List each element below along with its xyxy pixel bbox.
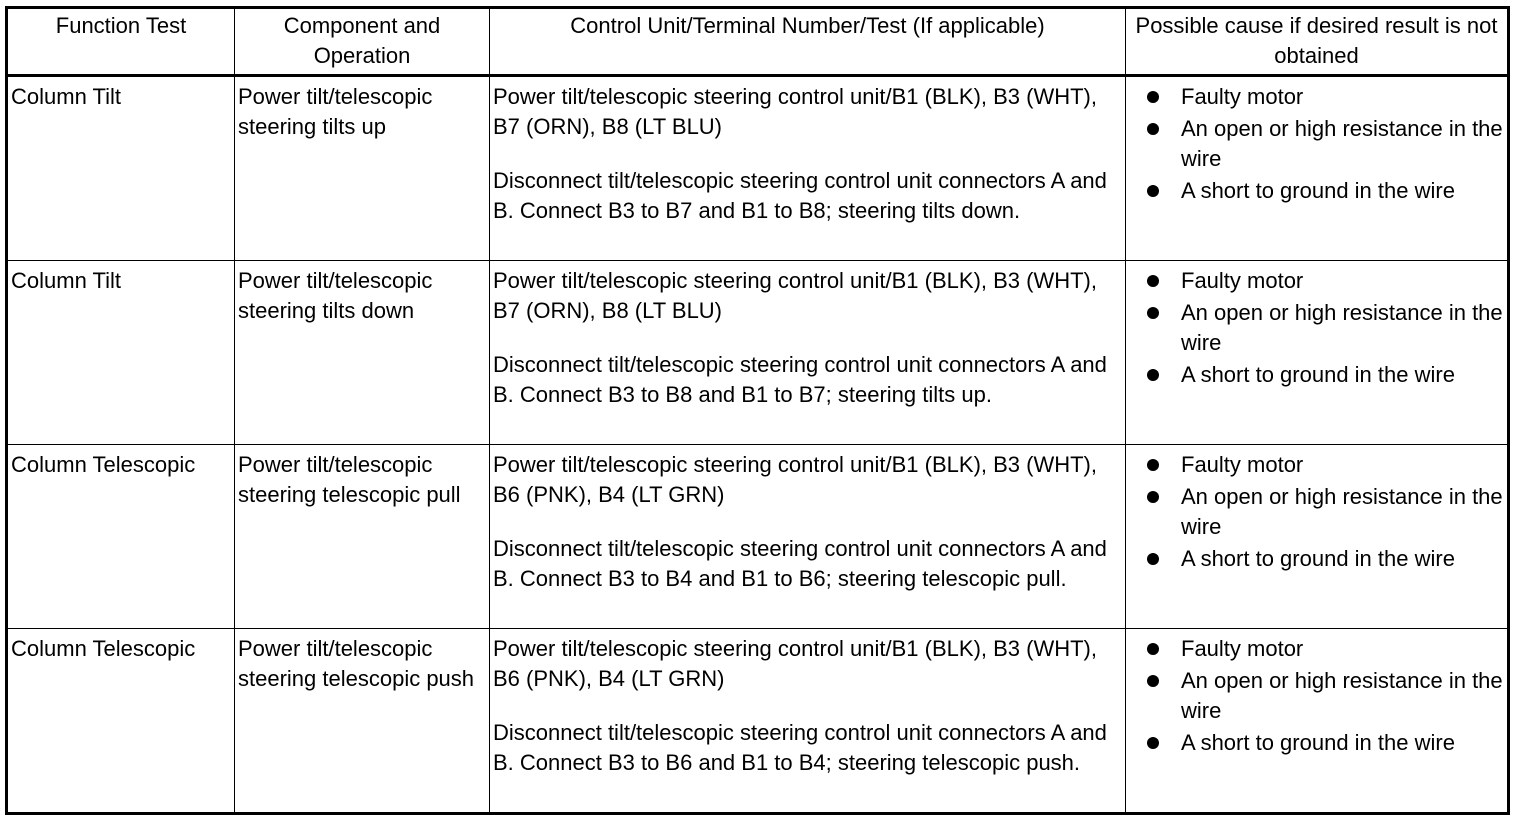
possible-cause-cell: [1126, 629, 1509, 814]
function-test-cell: Column Tilt: [7, 76, 235, 261]
possible-cause-cell: [1126, 261, 1509, 445]
bullet-icon: [1147, 643, 1159, 655]
bullet-icon: [1147, 123, 1159, 135]
possible-cause-cell: [1126, 76, 1509, 261]
function-test-cell: Column Telescopic: [7, 445, 235, 629]
list-item: [1147, 176, 1504, 206]
header-control-unit-terminal-test: Control Unit/Terminal Number/Test (If applicable): [490, 8, 1126, 76]
list-item: [1147, 634, 1504, 664]
list-item: [1147, 298, 1504, 358]
bullet-icon: [1147, 491, 1159, 503]
table-row: [7, 76, 1509, 261]
function-test-cell: Column Telescopic: [7, 629, 235, 814]
list-item: [1147, 266, 1504, 296]
list-item: [1147, 728, 1504, 758]
list-item: [1147, 666, 1504, 726]
test-procedure: Disconnect tilt/telescopic steering control unit connectors A and B. Connect B3 to B7 and B1 to B8; steering tilts down.: [493, 168, 1107, 223]
test-procedure: Disconnect tilt/telescopic steering control unit connectors A and B. Connect B3 to B8 and B1 to B7; steering tilts up.: [493, 352, 1107, 407]
table-row: [7, 445, 1509, 629]
cause-text: Faulty motor: [1181, 268, 1304, 293]
component-operation-cell: Power tilt/telescopic steering tilts down: [235, 261, 490, 445]
list-item: [1147, 82, 1504, 112]
control-unit-test-cell: [490, 445, 1126, 629]
list-item: [1147, 544, 1504, 574]
terminal-list: Power tilt/telescopic steering control unit/B1 (BLK), B3 (WHT), B7 (ORN), B8 (LT BLU): [493, 268, 1097, 323]
bullet-icon: [1147, 369, 1159, 381]
bullet-icon: [1147, 553, 1159, 565]
bullet-icon: [1147, 185, 1159, 197]
cause-text: An open or high resistance in the wire: [1181, 300, 1503, 355]
control-unit-test-cell: [490, 261, 1126, 445]
header-possible-cause: Possible cause if desired result is not obtained: [1126, 8, 1509, 76]
bullet-icon: [1147, 737, 1159, 749]
list-item: [1147, 114, 1504, 174]
header-function-test: Function Test: [7, 8, 235, 76]
cause-list: [1129, 634, 1504, 758]
cause-text: A short to ground in the wire: [1181, 362, 1455, 387]
function-test-cell: Column Tilt: [7, 261, 235, 445]
list-item: [1147, 360, 1504, 390]
document-page: [5, 6, 1510, 815]
cause-list: [1129, 450, 1504, 574]
control-unit-test-cell: [490, 76, 1126, 261]
control-unit-test-cell: [490, 629, 1126, 814]
table-row: [7, 629, 1509, 814]
cause-text: An open or high resistance in the wire: [1181, 484, 1503, 539]
test-procedure: Disconnect tilt/telescopic steering control unit connectors A and B. Connect B3 to B6 and B1 to B4; steering telescopic push.: [493, 720, 1107, 775]
component-operation-cell: Power tilt/telescopic steering tilts up: [235, 76, 490, 261]
list-item: [1147, 450, 1504, 480]
bullet-icon: [1147, 91, 1159, 103]
cause-list: [1129, 266, 1504, 390]
test-procedure: Disconnect tilt/telescopic steering control unit connectors A and B. Connect B3 to B4 and B1 to B6; steering telescopic pull.: [493, 536, 1107, 591]
cause-text: An open or high resistance in the wire: [1181, 116, 1503, 171]
cause-text: An open or high resistance in the wire: [1181, 668, 1503, 723]
cause-text: A short to ground in the wire: [1181, 178, 1455, 203]
list-item: [1147, 482, 1504, 542]
cause-text: Faulty motor: [1181, 636, 1304, 661]
terminal-list: Power tilt/telescopic steering control unit/B1 (BLK), B3 (WHT), B7 (ORN), B8 (LT BLU): [493, 84, 1097, 139]
bullet-icon: [1147, 307, 1159, 319]
component-operation-cell: Power tilt/telescopic steering telescopic push: [235, 629, 490, 814]
possible-cause-cell: [1126, 445, 1509, 629]
function-test-table: [5, 6, 1510, 815]
bullet-icon: [1147, 459, 1159, 471]
cause-text: A short to ground in the wire: [1181, 730, 1455, 755]
component-operation-cell: Power tilt/telescopic steering telescopic pull: [235, 445, 490, 629]
table-row: [7, 261, 1509, 445]
table-header-row: [7, 8, 1509, 76]
bullet-icon: [1147, 675, 1159, 687]
header-component-operation: Component and Operation: [235, 8, 490, 76]
cause-text: Faulty motor: [1181, 452, 1304, 477]
cause-list: [1129, 82, 1504, 206]
cause-text: Faulty motor: [1181, 84, 1304, 109]
terminal-list: Power tilt/telescopic steering control unit/B1 (BLK), B3 (WHT), B6 (PNK), B4 (LT GRN): [493, 636, 1097, 691]
terminal-list: Power tilt/telescopic steering control unit/B1 (BLK), B3 (WHT), B6 (PNK), B4 (LT GRN): [493, 452, 1097, 507]
cause-text: A short to ground in the wire: [1181, 546, 1455, 571]
bullet-icon: [1147, 275, 1159, 287]
